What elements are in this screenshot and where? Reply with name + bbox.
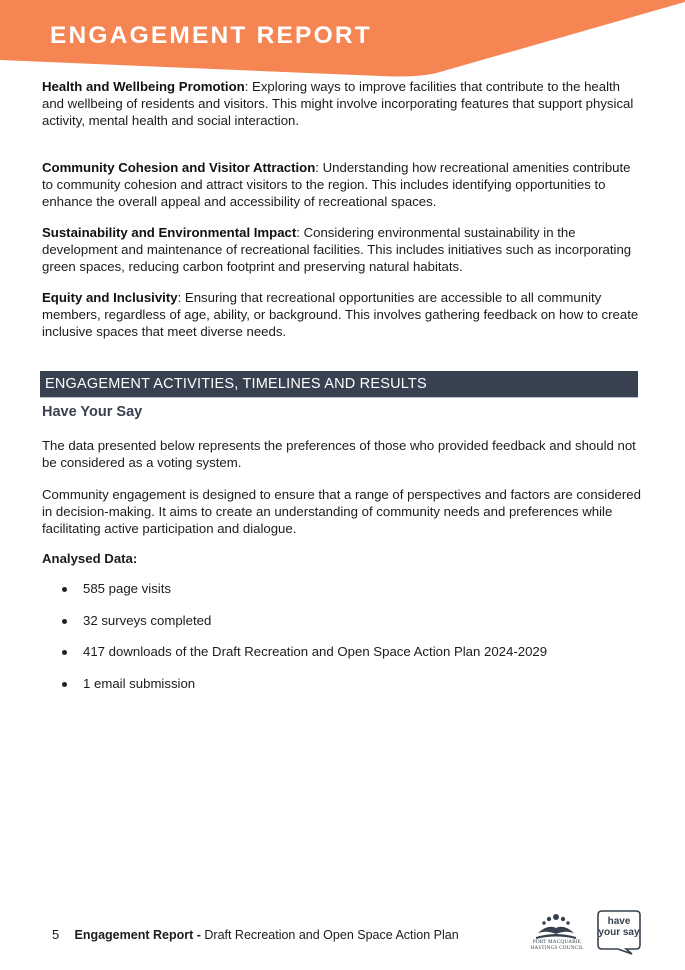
paragraph-equity <box>42 289 642 340</box>
logo-text-line: have <box>607 916 631 927</box>
have-your-say-logo-text <box>598 916 640 938</box>
list-item <box>60 580 547 612</box>
list-item <box>60 612 547 644</box>
paragraph-text: : Considering environmental sustainability in the development and maintenance of recreational facilities. This includes initiatives such as incorporating green spaces, reducing carbon footprint and preserving natural habitats. <box>42 225 632 274</box>
council-logo-text: PORT MACQUARIE HASTINGS COUNCIL <box>530 939 584 951</box>
bullet-icon <box>62 587 67 592</box>
page-title: ENGAGEMENT REPORT <box>50 22 372 49</box>
list-item <box>60 675 547 707</box>
page-footer <box>52 927 459 942</box>
paragraph-heading: Community Cohesion and Visitor Attraction <box>42 160 316 175</box>
analysed-data-label: Analysed Data: <box>42 551 138 566</box>
council-logo-icon <box>528 909 584 961</box>
list-item-text: 417 downloads of the Draft Recreation and Open Space Action Plan 2024-2029 <box>83 644 548 659</box>
footer-document-title: Draft Recreation and Open Space Action Plan <box>204 928 459 942</box>
bullet-icon <box>62 650 67 655</box>
paragraph-sustainability <box>42 224 642 275</box>
section-heading-bar: ENGAGEMENT ACTIVITIES, TIMELINES AND RESULTS <box>40 371 638 398</box>
analysed-data-list <box>60 580 547 706</box>
page-number: 5 <box>52 927 60 942</box>
paragraph-heading: Equity and Inclusivity <box>42 290 178 305</box>
paragraph-community <box>42 159 642 210</box>
list-item <box>60 643 547 675</box>
list-item-text: 585 page visits <box>83 581 171 596</box>
paragraph-text: : Ensuring that recreational opportunities are accessible to all community members, regardless of age, ability, or background. This involves gathering feedback on how to create inclusive spaces that meet diverse needs. <box>42 290 639 339</box>
paragraph-text: : Exploring ways to improve facilities that contribute to the health and wellbeing of residents and visitors. This might involve incorporating features that support physical activity, mental health and social interaction. <box>42 79 634 128</box>
body-paragraph: Community engagement is designed to ensure that a range of perspectives and factors are considered in decision-making. It aims to create an understanding of community needs and preferences while facilitating active participation and dialogue. <box>42 487 641 536</box>
header-banner <box>0 0 685 86</box>
bullet-icon <box>62 682 67 687</box>
paragraph-heading: Sustainability and Environmental Impact <box>42 225 297 240</box>
intro-paragraph: The data presented below represents the preferences of those who provided feedback and should not be considered as a voting system. <box>42 438 636 470</box>
footer-report-label: Engagement Report - <box>74 928 201 942</box>
bullet-icon <box>62 619 67 624</box>
list-item-text: 32 surveys completed <box>83 612 212 628</box>
logo-text-line: your say <box>598 927 640 938</box>
paragraph-health <box>42 78 642 129</box>
subheading-have-your-say: Have Your Say <box>42 404 143 420</box>
paragraph-text: : Understanding how recreational amenities contribute to community cohesion and attract visitors to the region. This includes identifying opportunities to enhance the overall appeal and accessibility of recreational spaces. <box>42 160 631 209</box>
paragraph-heading: Health and Wellbeing Promotion <box>42 79 245 94</box>
list-item-text: 1 email submission <box>83 675 196 691</box>
